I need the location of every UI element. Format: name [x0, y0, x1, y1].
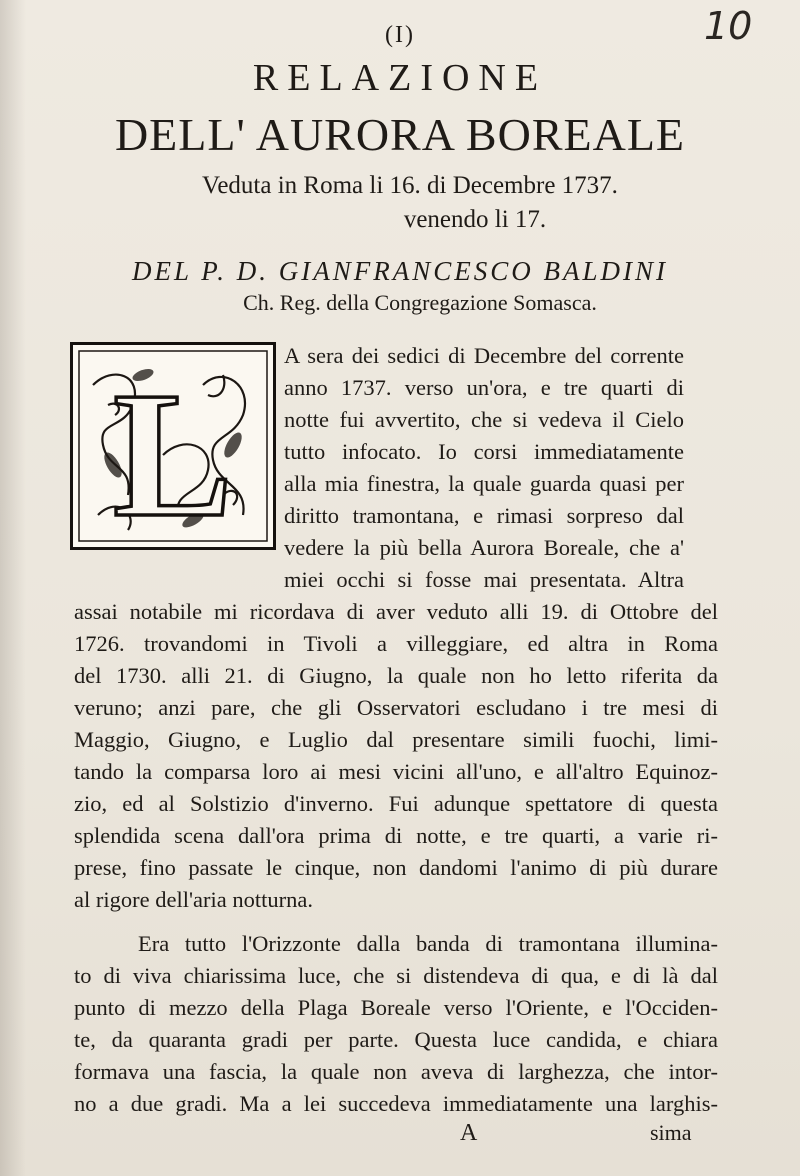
paragraph2-line-4: te, da quaranta gradi per parte. Questa luce candida, e chiara — [74, 1027, 718, 1052]
paragraph1-line-3: notte fui avvertito, che si vedeva il Cielo — [284, 407, 684, 432]
subtitle-line-1: Veduta in Roma li 16. di Decembre 1737. — [202, 172, 618, 199]
paragraph2-line-1: Era tutto l'Orizzonte dalla banda di tramontana illumina- — [138, 931, 718, 956]
paragraph1-line-10: 1726. trovandomi in Tivoli a villeggiare, ed altra in Roma — [74, 631, 718, 656]
order-line: Ch. Reg. della Congregazione Somasca. — [243, 290, 597, 315]
paragraph1-line-9: assai notabile mi ricordava di aver veduto alli 19. di Ottobre del — [74, 599, 718, 624]
title-line-1: RELAZIONE — [252, 57, 548, 99]
paragraph1-line-5: alla mia finestra, la quale guarda quasi per — [284, 471, 684, 496]
page-folio: (I) — [385, 22, 415, 48]
paragraph1-line-17: prese, fino passate le cinque, non dandomi l'animo di più durare — [74, 855, 718, 880]
paragraph1-line-11: del 1730. alli 21. di Giugno, la quale non ho letto riferita da — [74, 663, 718, 688]
catchword: sima — [650, 1120, 692, 1145]
paragraph1-line-8: miei occhi si fosse mai presentata. Altra — [284, 567, 684, 592]
paragraph1-line-4: tutto infocato. Io corsi immediatamente — [284, 439, 684, 464]
handwritten-number: 10 — [704, 4, 753, 48]
paragraph1-line-6: diritto tramontana, e rimasi sorpreso dal — [284, 503, 684, 528]
paragraph1-line-1: A sera dei sedici di Decembre del corrente — [284, 343, 684, 368]
paragraph2-line-3: punto di mezzo della Plaga Boreale verso l'Oriente, e l'Occiden- — [74, 995, 718, 1020]
author-line: DEL P. D. GIANFRANCESCO BALDINI — [131, 256, 668, 286]
paragraph1-line-18: al rigore dell'aria notturna. — [74, 887, 313, 912]
paragraph1-line-16: splendida scena dall'ora prima di notte, e tre quarti, a varie ri- — [74, 823, 718, 848]
paragraph2-line-6: no a due gradi. Ma a lei succedeva immediatamente una larghis- — [74, 1091, 718, 1116]
decorated-initial — [70, 342, 276, 550]
paragraph2-line-2: to di viva chiarissima luce, che si distendeva di qua, e di là dal — [74, 963, 718, 988]
ornament-icon — [73, 345, 273, 547]
paragraph2-line-5: formava una fascia, la quale non aveva di larghezza, che intor- — [74, 1059, 718, 1084]
paragraph1-line-14: tando la comparsa loro ai mesi vicini all'uno, e all'altro Equinoz- — [74, 759, 718, 784]
svg-text:L: L — [112, 355, 234, 547]
paragraph1-line-12: veruno; anzi pare, che gli Osservatori escludano i tre mesi di — [74, 695, 718, 720]
paragraph1-line-2: anno 1737. verso un'ora, e tre quarti di — [284, 375, 684, 400]
paragraph1-line-7: vedere la più bella Aurora Boreale, che a' — [284, 535, 684, 560]
title-line-2: DELL' AURORA BOREALE — [114, 109, 686, 160]
signature-mark: A — [460, 1120, 478, 1146]
subtitle-line-2: venendo li 17. — [403, 206, 547, 233]
paragraph1-line-15: zio, ed al Solstizio d'inverno. Fui adunque spettatore di questa — [74, 791, 718, 816]
paragraph1-line-13: Maggio, Giugno, e Luglio dal presentare simili fuochi, limi- — [74, 727, 718, 752]
